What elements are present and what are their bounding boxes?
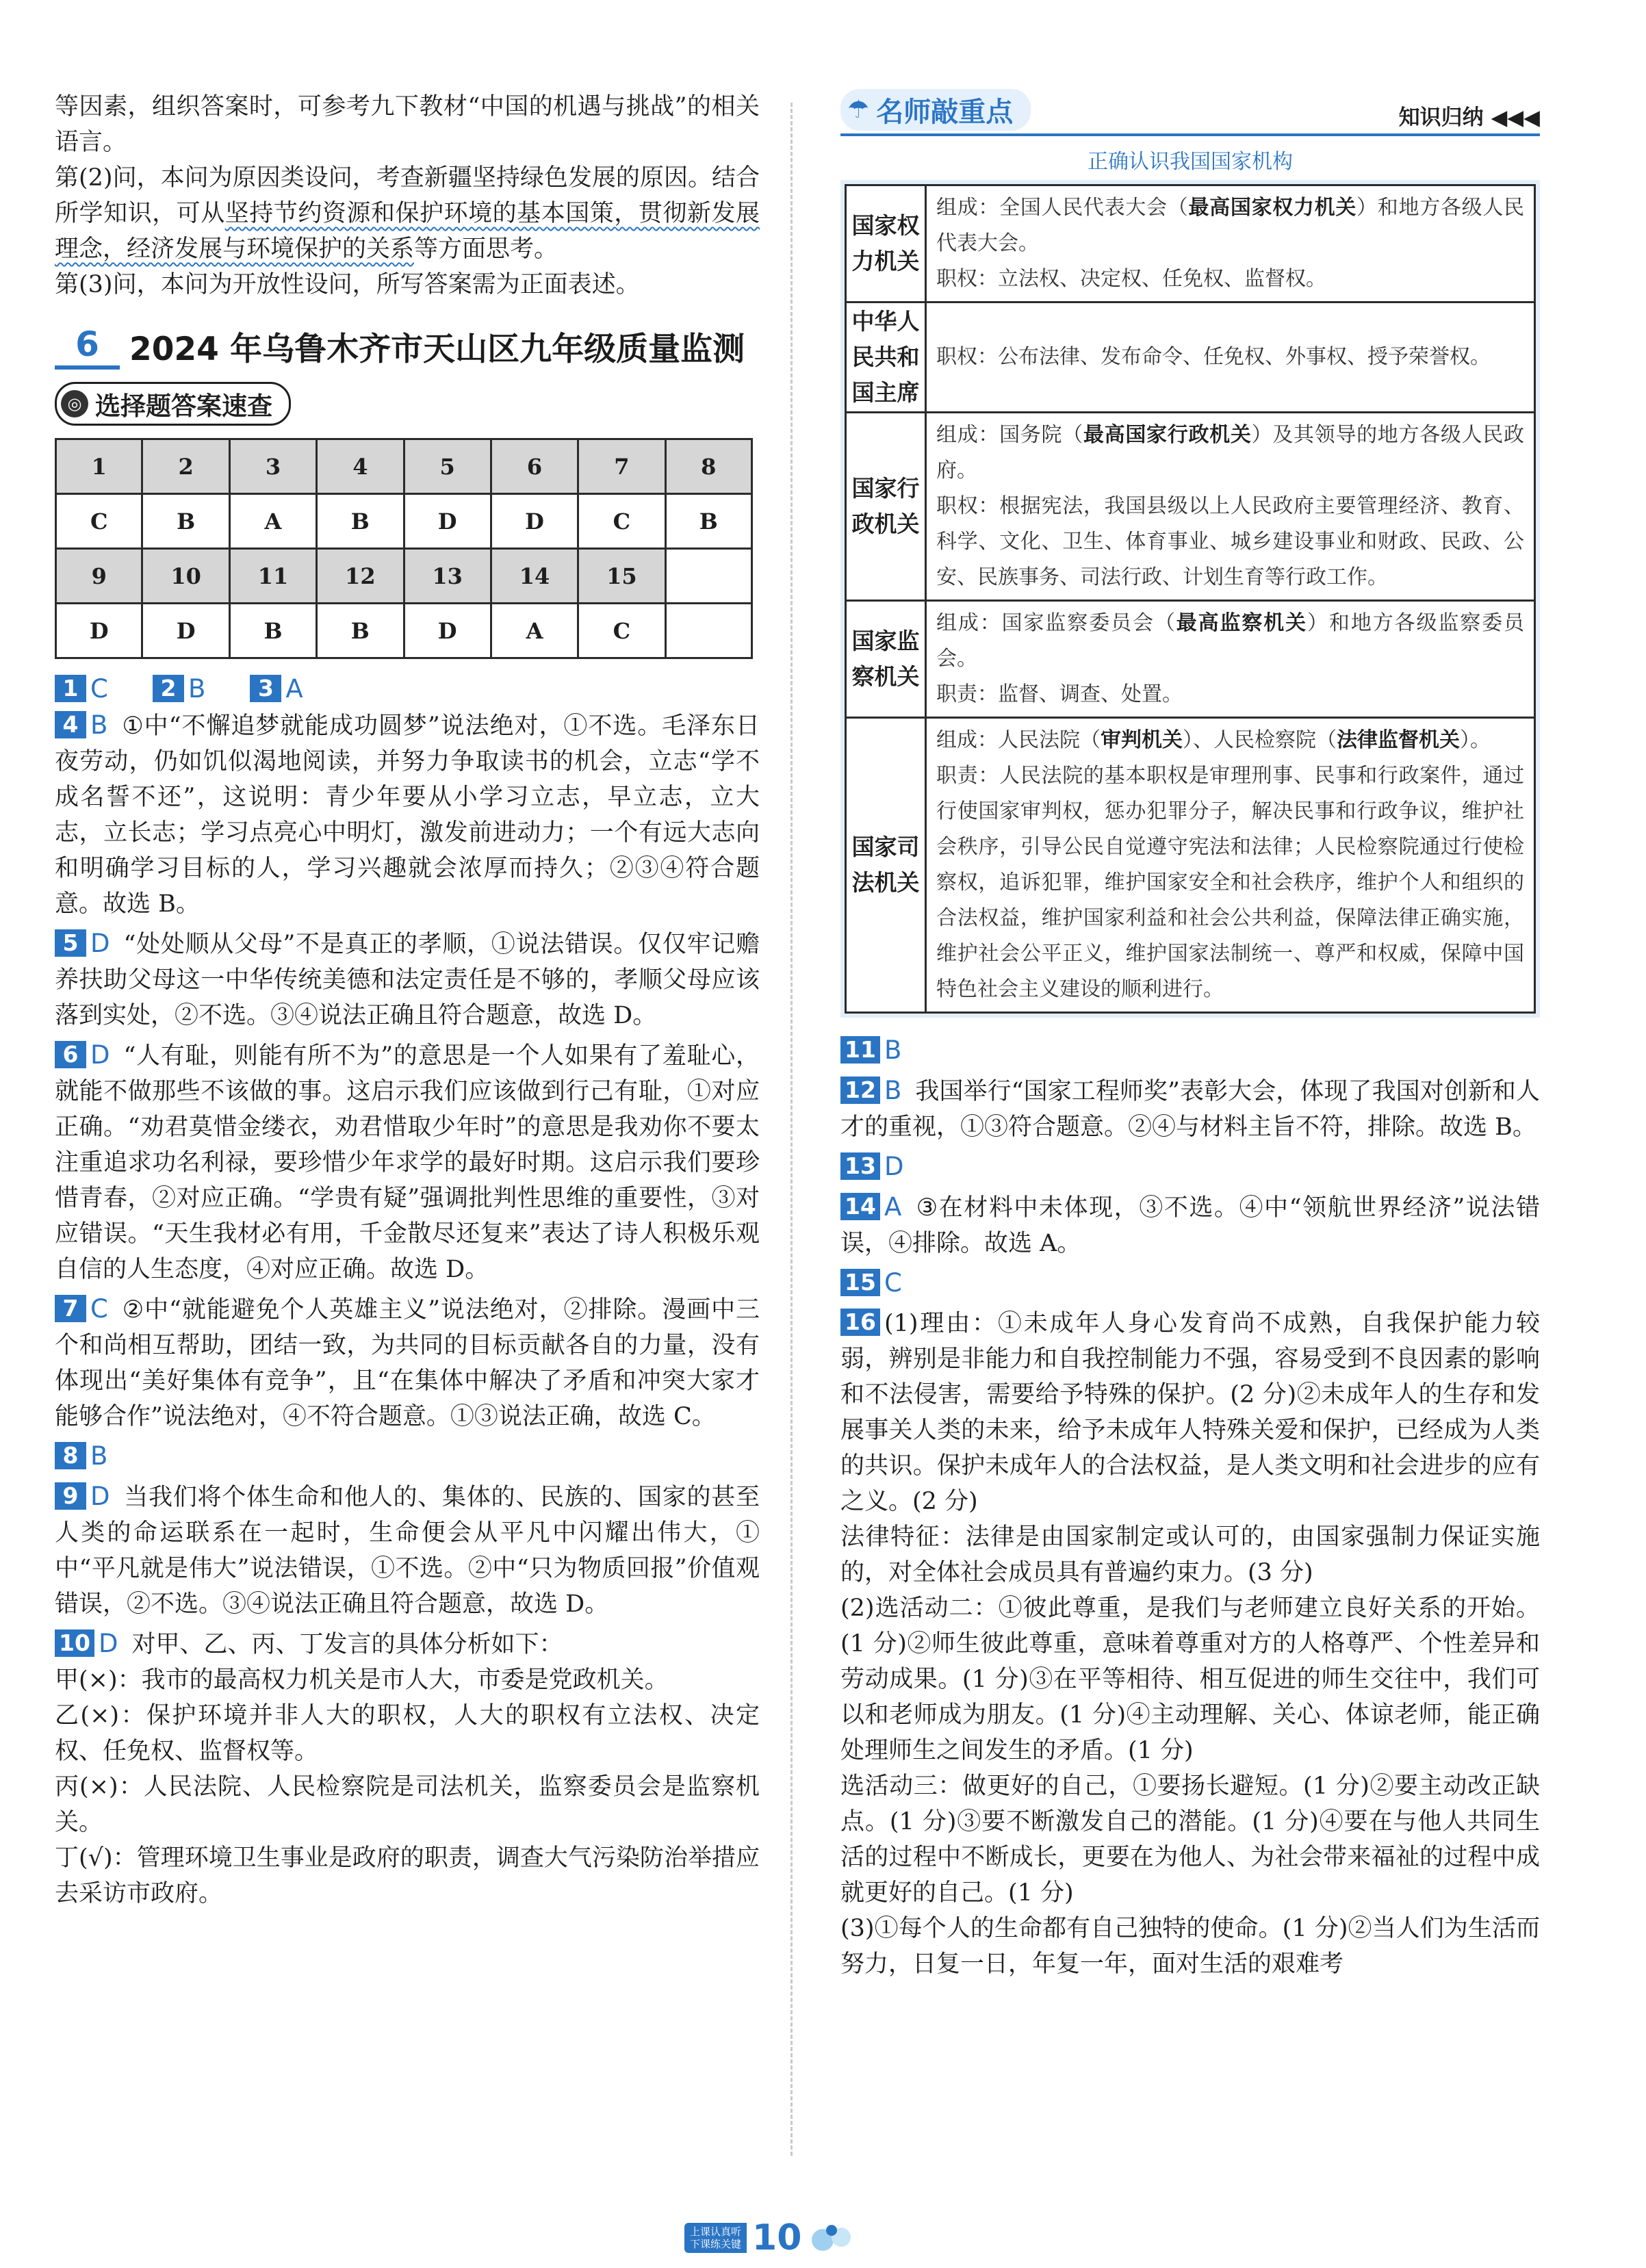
question-item: 4 B ①中“不懈追梦就能成功圆梦”说法绝对，①不选。毛泽东日夜劳动，仍如饥似渴地阅读，并努力争取读书的机会，立志“学不成名誓不还”，这说明：青少年要从小学习立志，早立志，立大志，立长志；学习点亮心中明灯，激发前进动力；一个有远大志向和明确学习目标的人，学习兴趣就会浓厚而持久；②③④符合题意。故选 B。 bbox=[55, 710, 760, 918]
cell: 3 bbox=[229, 439, 316, 494]
organ-row bbox=[846, 185, 1535, 302]
q10-detail: 乙(×)：保护环境并非人大的职权，人大的职权有立法权、决定权、任免权、监督权等。 bbox=[55, 1702, 760, 1765]
page-footer bbox=[684, 2217, 860, 2258]
cell: 8 bbox=[665, 439, 751, 494]
quick-answers bbox=[55, 674, 760, 704]
organ-row bbox=[846, 302, 1535, 413]
cell: 2 bbox=[142, 439, 229, 494]
left-column bbox=[55, 89, 760, 1911]
organ-content: 组成：人民法院（审判机关）、人民检察院（法律监督机关）。 职责：人民法院的基本职权是审理刑事、民事和行政案件，通过行使国家审判权，惩办犯罪分子，解决民事和行政争议，维护社会秩序，引导公民自觉遵守宪法和法律；人民检察院通过行使检察权，追诉犯罪，维护国家安全和社会秩序，维护个人和组织的合法权益，维护国家利益和社会公共利益，保障法律正确实施，维护社会公平正义，维护国家法制统一、尊严和权威，保障中国特色社会主义建设的顺利进行。 bbox=[926, 718, 1535, 1013]
mascot-icon bbox=[806, 2221, 860, 2255]
organ-table bbox=[845, 184, 1536, 1014]
cell: 7 bbox=[578, 439, 665, 494]
question-item: 10 D 对甲、乙、丙、丁发言的具体分析如下： 甲(×)：我市的最高权力机关是市人大，市委是党政机关。 乙(×)：保护环境并非人大的职权，人大的职权有立法权、决定权、任免权、监督权等。 丙(×)：人民法院、人民检察院是司法机关，监察委员会是监察机关。 丁(√)：管理环境卫生事业是政府的职责，调查大气污染防治举措应去采访市政府。 bbox=[55, 1626, 760, 1911]
quick-answer: 2 B bbox=[153, 674, 219, 704]
right-column bbox=[840, 89, 1540, 1982]
cell: D bbox=[142, 604, 229, 658]
cell: D bbox=[404, 494, 491, 549]
quick-answer: 3 A bbox=[250, 674, 316, 704]
cell: B bbox=[317, 604, 404, 658]
cell: 1 bbox=[56, 439, 142, 494]
section-title: 2024 年乌鲁木齐市天山区九年级质量监测 bbox=[129, 330, 745, 368]
cell: 6 bbox=[491, 439, 578, 494]
intro-line: 等因素，组织答案时，可参考九下教材“中国的机遇与挑战”的相关语言。 bbox=[55, 93, 760, 156]
question-item: 8 B bbox=[55, 1439, 760, 1475]
cell: 12 bbox=[317, 549, 404, 604]
cell: D bbox=[404, 604, 491, 658]
organ-name: 国家司法机关 bbox=[846, 718, 926, 1013]
q10-detail: 丙(×)：人民法院、人民检察院是司法机关，监察委员会是监察机关。 bbox=[55, 1773, 760, 1836]
organ-row bbox=[846, 413, 1535, 601]
organ-name: 国家监察机关 bbox=[846, 601, 926, 718]
quick-answer: 1 C bbox=[55, 674, 122, 704]
answer-table bbox=[55, 438, 753, 659]
question-item: 7 C ②中“就能避免个人英雄主义”说法绝对，②排除。漫画中三个和尚相互帮助，团结一致，为共同的目标贡献各自的力量，没有体现出“美好集体有竞争”，且“在集体中解决了矛盾和冲突大家才能够合作”说法绝对，④不符合题意。①③说法正确，故选 C。 bbox=[55, 1294, 760, 1430]
organ-row bbox=[846, 718, 1535, 1013]
cell: B bbox=[229, 604, 316, 658]
question-item: 12 B 我国举行“国家工程师奖”表彰大会，体现了我国对创新和人才的重视，①③符合题意。②④与材料主旨不符，排除。故选 B。 bbox=[840, 1076, 1540, 1141]
section-header bbox=[55, 323, 760, 370]
page-number: 10 bbox=[752, 2217, 802, 2258]
intro-line: 第(2)问，本问为原因类设问，考查新疆坚持绿色发展的原因。结合所学知识，可从坚持节约资源和保护环境的基本国策，贯彻新发展理念，经济发展与环境保护的关系等方面思考。 bbox=[55, 164, 760, 263]
q10-detail: 丁(√)：管理环境卫生事业是政府的职责，调查大气污染防治举措应去采访市政府。 bbox=[55, 1844, 760, 1907]
column-divider bbox=[790, 103, 793, 2156]
organ-content: 职权：公布法律、发布命令、任免权、外事权、授予荣誉权。 bbox=[926, 302, 1535, 413]
organ-content: 组成：全国人民代表大会（最高国家权力机关）和地方各级人民代表大会。 职权：立法权、决定权、任免权、监督权。 bbox=[926, 185, 1535, 302]
cell: 4 bbox=[317, 439, 404, 494]
intro-block bbox=[55, 89, 760, 302]
answer-table-row bbox=[56, 439, 752, 494]
cell: 9 bbox=[56, 549, 142, 604]
answer-table-row bbox=[56, 549, 752, 604]
question-item: 9 D 当我们将个体生命和他人的、集体的、民族的、国家的甚至人类的命运联系在一起时，生命便会从平凡中闪耀出伟大，①中“平凡就是伟大”说法错误，①不选。②中“只为物质回报”价值观错误，②不选。③④说法正确且符合题意，故选 D。 bbox=[55, 1482, 760, 1618]
cell: D bbox=[491, 494, 578, 549]
answer-table-row bbox=[56, 604, 752, 658]
organ-content: 组成：国家监察委员会（最高监察机关）和地方各级监察委员会。 职责：监督、调查、处置。 bbox=[926, 601, 1535, 718]
question-item: 5 D “处处顺从父母”不是真正的孝顺，①说法错误。仅仅牢记赡养扶助父母这一中华传统美德和法定责任是不够的，孝顺父母应该落到实处，②不选。③④说法正确且符合题意，故选 D。 bbox=[55, 929, 760, 1029]
cell: 11 bbox=[229, 549, 316, 604]
cell: B bbox=[665, 494, 751, 549]
cell: B bbox=[142, 494, 229, 549]
cell: 14 bbox=[491, 549, 578, 604]
cell: 10 bbox=[142, 549, 229, 604]
organ-name: 国家权力机关 bbox=[846, 185, 926, 302]
cell: C bbox=[56, 494, 142, 549]
answer-table-row bbox=[56, 494, 752, 549]
cell: D bbox=[56, 604, 142, 658]
teacher-key-title: ☂ 名师敲重点 bbox=[840, 89, 1031, 131]
teacher-icon: ☂ bbox=[847, 96, 870, 124]
cell: 13 bbox=[404, 549, 491, 604]
footer-slogan: 上课认真听 下课练关键 bbox=[684, 2223, 747, 2253]
question-item-16: 16 (1)理由：①未成年人身心发育尚不成熟，自我保护能力较弱，辨别是非能力和自我控制能力不强，容易受到不良因素的影响和不法侵害，需要给予特殊的保护。(2 分)②未成年人的生存和发展事关人类的未来，给予未成年人特殊关爱和保护，已经成为人类的共识。保护未成年人的合法权益，是人类文明和社会进步的应有之义。(2 分) 法律特征：法律是由国家制定或认可的，由国家强制力保证实施的，对全体社会成员具有普遍约束力。(3 分) (2)选活动二：①彼此尊重，是我们与老师建立良好关系的开始。(1 分)②师生彼此尊重，意味着尊重对方的人格尊严、个性差异和劳动成果。(1 分)③在平等相待、相互促进的师生交往中，我们可以和老师成为朋友。(1 分)④主动理解、关心、体谅老师，能正确处理师生之间发生的矛盾。(1 分) 选活动三：做更好的自己，①要扬长避短。(1 分)②要主动改正缺点。(1 分)③要不断激发自己的潜能。(1 分)④要在与他人共同生活的过程中不断成长，更要在为他人、为社会带来福祉的过程中成就更好的自己。(1 分) (3)①每个人的生命都有自己独特的使命。(1 分)②当人们为生活而努力，日复一日，年复一年，面对生活的艰难考 bbox=[840, 1309, 1540, 1978]
question-item: 15 C bbox=[840, 1265, 1540, 1302]
q10-detail: 甲(×)：我市的最高权力机关是市人大，市委是党政机关。 bbox=[55, 1666, 669, 1694]
cell: C bbox=[578, 604, 665, 658]
cell: A bbox=[229, 494, 316, 549]
question-item: 11 B bbox=[840, 1033, 1540, 1069]
cell: 15 bbox=[578, 549, 665, 604]
cell bbox=[665, 604, 751, 658]
table-title: 正确认识我国国家机构 bbox=[1088, 150, 1293, 174]
organ-table-wrap bbox=[840, 180, 1540, 1018]
section-number: 6 bbox=[55, 323, 120, 370]
question-item: 13 D bbox=[840, 1149, 1540, 1185]
cell: C bbox=[578, 494, 665, 549]
organ-row bbox=[846, 601, 1535, 718]
cell: A bbox=[491, 604, 578, 658]
question-item: 14 A ③在材料中未体现，③不选。④中“领航世界经济”说法错误，④排除。故选 A。 bbox=[840, 1192, 1540, 1257]
organ-name: 中华人民共和国主席 bbox=[846, 302, 926, 413]
cell: 5 bbox=[404, 439, 491, 494]
cell bbox=[665, 549, 751, 604]
knowledge-summary-tag: 知识归纳 ◀◀◀ bbox=[1398, 105, 1540, 130]
teacher-key-header bbox=[840, 89, 1540, 136]
organ-name: 国家行政机关 bbox=[846, 413, 926, 601]
cell: B bbox=[317, 494, 404, 549]
target-icon: ◎ bbox=[61, 390, 88, 417]
intro-line: 第(3)问，本问为开放性设问，所写答案需为正面表述。 bbox=[55, 271, 640, 298]
question-item: 6 D “人有耻，则能有所不为”的意思是一个人如果有了羞耻心，就能不做那些不该做的事。这启示我们应该做到行己有耻，①对应正确。“劝君莫惜金缕衣，劝君惜取少年时”的意思是我劝你不要太注重追求功名利禄，要珍惜少年求学的最好时期。这启示我们要珍惜青春，②对应正确。“学贵有疑”强调批判性思维的重要性，③对应错误。“天生我材必有用，千金散尽还复来”表达了诗人积极乐观自信的人生态度，④对应正确。故选 D。 bbox=[55, 1040, 760, 1283]
quick-check-label: ◎ 选择题答案速查 bbox=[55, 382, 291, 426]
organ-content: 组成：国务院（最高国家行政机关）及其领导的地方各级人民政府。 职权：根据宪法，我国县级以上人民政府主要管理经济、教育、科学、文化、卫生、体育事业、城乡建设事业和财政、民政、公安、民族事务、司法行政、计划生育等行政工作。 bbox=[926, 413, 1535, 601]
